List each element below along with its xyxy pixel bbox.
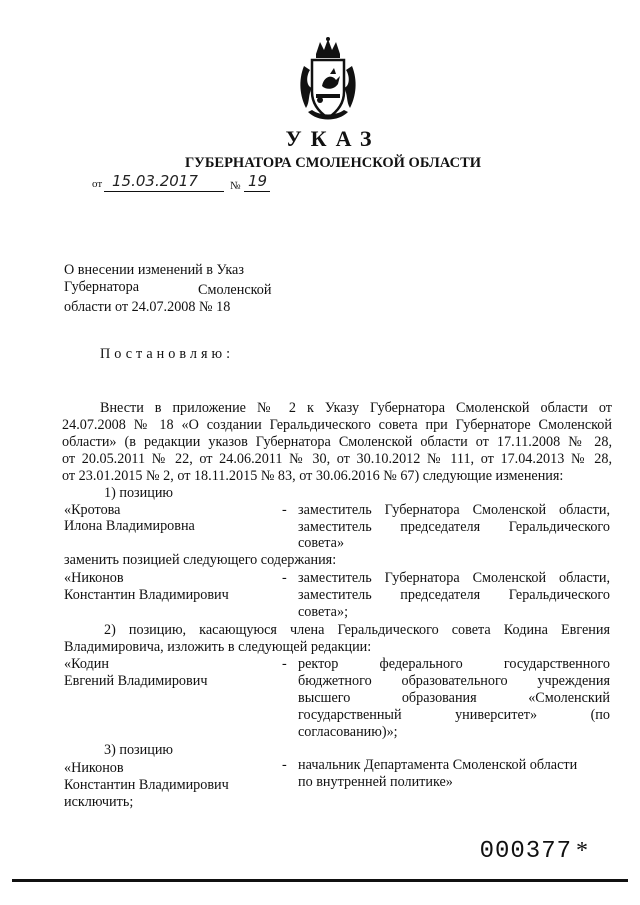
- item-2-dash: -: [282, 656, 287, 672]
- postanovlyayu-heading: Постановляю:: [100, 346, 235, 362]
- item-3-heading: 3) позицию: [104, 742, 174, 758]
- item-1b-name-2: Константин Владимирович: [64, 587, 229, 603]
- item-1-name-2: Илона Владимировна: [64, 518, 195, 534]
- document-title: УКАЗ: [285, 126, 381, 151]
- item-1b-name-1: «Никонов: [64, 570, 124, 586]
- item-2-desc-2: бюджетного образовательного учреждения: [298, 673, 610, 689]
- coat-of-arms-emblem: [294, 36, 362, 122]
- item-2-desc-4: государственный университет» (по: [298, 707, 610, 723]
- item-3-dash: -: [282, 757, 287, 773]
- item-1b-desc-1: заместитель Губернатора Смоленской области,: [298, 570, 610, 586]
- item-3-name-1: «Никонов: [64, 760, 124, 776]
- body-line-2: 24.07.2008 № 18 «О создании Геральдического совета при Губернаторе Смоленской: [62, 417, 612, 433]
- item-2-name-2: Евгений Владимирович: [64, 673, 208, 689]
- item-1-dash: -: [282, 502, 287, 518]
- body-line-1: Внести в приложение № 2 к Указу Губернатора Смоленской области от: [100, 400, 612, 416]
- subject-line-2-left: Губернатора: [64, 279, 140, 295]
- number-prefix: №: [230, 180, 241, 192]
- item-2-desc-1: ректор федерального государственного: [298, 656, 610, 672]
- date-handwritten: 15.03.2017: [112, 172, 198, 190]
- item-2-name-1: «Кодин: [64, 656, 109, 672]
- item-1b-desc-3: совета»;: [298, 604, 349, 620]
- item-1-desc-1: заместитель Губернатора Смоленской области,: [298, 502, 610, 518]
- item-1-desc-2: заместитель председателя Геральдического: [298, 519, 610, 535]
- item-1-heading: 1) позицию: [104, 485, 174, 501]
- body-line-4: от 20.05.2011 № 22, от 24.06.2011 № 30, от 30.10.2012 № 111, от 17.04.2013 № 28,: [62, 451, 612, 467]
- item-2-line-1: 2) позицию, касающуюся члена Геральдического совета Кодина Евгения: [104, 622, 610, 638]
- number-underline: [244, 191, 270, 192]
- item-2-line-2: Владимировича, изложить в следующей редакции:: [64, 639, 372, 655]
- item-2-desc-5: согласованию)»;: [298, 724, 398, 740]
- footer-rule: [12, 879, 628, 882]
- item-2-desc-3: высшего образования «Смоленский: [298, 690, 610, 706]
- exclude-text: исключить;: [64, 794, 134, 810]
- date-prefix: от: [92, 178, 103, 190]
- form-serial-number: 000377: [479, 838, 572, 865]
- item-3-desc-2: по внутренней политике»: [298, 774, 453, 790]
- number-handwritten: 19: [248, 172, 268, 190]
- form-serial-star: *: [576, 838, 588, 864]
- item-3-name-2: Константин Владимирович: [64, 777, 229, 793]
- item-3-desc-1: начальник Департамента Смоленской области: [298, 757, 578, 773]
- date-underline: [104, 191, 224, 192]
- item-1-desc-3: совета»: [298, 535, 345, 551]
- document-subtitle: ГУБЕРНАТОРА СМОЛЕНСКОЙ ОБЛАСТИ: [184, 155, 482, 171]
- subject-line-1: О внесении изменений в Указ: [64, 262, 244, 278]
- body-line-5: от 23.01.2015 № 2, от 18.11.2015 № 83, от 30.06.2016 № 67) следующие изменения:: [62, 468, 564, 484]
- item-1-name-1: «Кротова: [64, 502, 121, 518]
- subject-line-3: области от 24.07.2008 № 18: [64, 299, 231, 315]
- subject-line-2-right: Смоленской: [198, 282, 272, 298]
- body-line-3: области» (в редакции указов Губернатора Смоленской области от 17.11.2008 № 28,: [62, 434, 612, 450]
- item-1b-desc-2: заместитель председателя Геральдического: [298, 587, 610, 603]
- item-1b-dash: -: [282, 570, 287, 586]
- replace-text: заменить позицией следующего содержания:: [64, 552, 337, 568]
